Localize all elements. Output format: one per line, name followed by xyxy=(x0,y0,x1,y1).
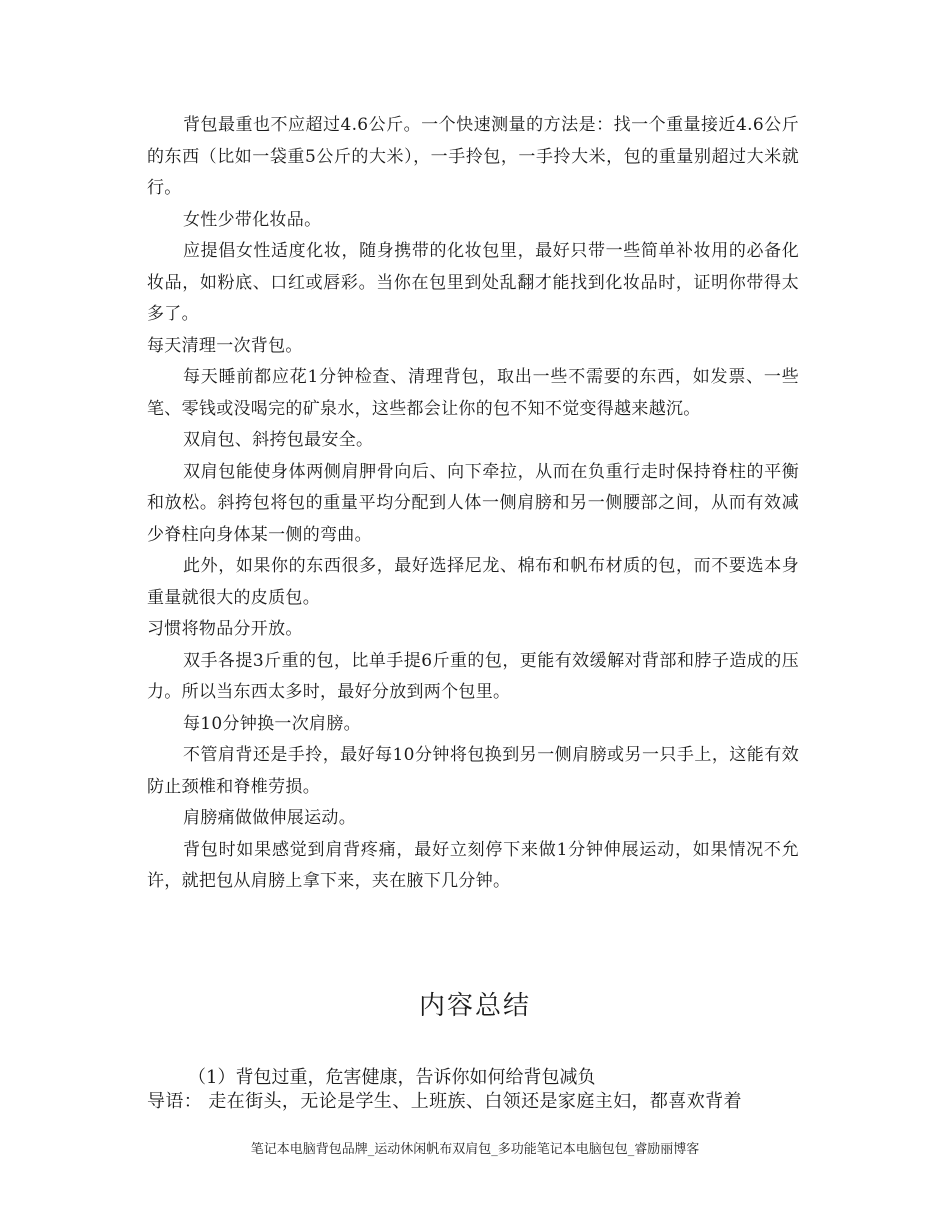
article-body xyxy=(147,110,799,898)
summary-title: 内容总结 xyxy=(418,991,531,1021)
page-footer: 笔记本电脑背包品牌_运动休闲帆布双肩包_多功能笔记本电脑包包_睿励丽博客 xyxy=(250,1142,700,1157)
section-heading: 女性少带化妆品。 xyxy=(183,209,322,230)
paragraph: 每天睡前都应花1分钟检查、清理背包，取出一些不需要的东西，如发票、一些笔、零钱或没喝完的矿泉水，这些都会让你的包不知不觉变得越来越沉。 xyxy=(147,367,799,419)
section-heading: 每10分钟换一次肩膀。 xyxy=(183,713,361,734)
paragraph: 此外，如果你的东西很多，最好选择尼龙、棉布和帆布材质的包，而不要选本身重量就很大的皮质包。 xyxy=(147,556,799,608)
section-heading: 习惯将物品分开放。 xyxy=(147,619,303,639)
summary-lead: 导语： 走在街头，无论是学生、上班族、白领还是家庭主妇，都喜欢背着 xyxy=(147,1091,742,1112)
paragraph: 双肩包能使身体两侧肩胛骨向后、向下牵拉，从而在负重行走时保持脊柱的平衡和放松。斜挎包将包的重量平均分配到人体一侧肩膀和另一侧腰部之间，从而有效减少脊柱向身体某一侧的弯曲。 xyxy=(147,461,799,545)
paragraph: 不管肩背还是手拎，最好每10分钟将包换到另一侧肩膀或另一只手上，这能有效防止颈椎和脊椎劳损。 xyxy=(147,745,799,797)
section-heading: 双肩包、斜挎包最安全。 xyxy=(183,430,374,450)
summary-item: （1）背包过重，危害健康，告诉你如何给背包减负 xyxy=(188,1067,596,1088)
paragraph: 双手各提3斤重的包，比单手提6斤重的包，更能有效缓解对背部和脖子造成的压力。所以当东西太多时，最好分放到两个包里。 xyxy=(147,650,799,702)
paragraph: 背包时如果感觉到肩背疼痛，最好立刻停下来做1分钟伸展运动，如果情况不允许，就把包从肩膀上拿下来，夹在腋下几分钟。 xyxy=(147,839,799,891)
section-heading: 肩膀痛做做伸展运动。 xyxy=(183,808,356,828)
paragraph: 应提倡女性适度化妆，随身携带的化妆包里，最好只带一些简单补妆用的必备化妆品，如粉底、口红或唇彩。当你在包里到处乱翻才能找到化妆品时，证明你带得太多了。 xyxy=(147,241,799,324)
paragraph: 背包最重也不应超过4.6公斤。一个快速测量的方法是：找一个重量接近4.6公斤的东西（比如一袋重5公斤的大米），一手拎包，一手拎大米，包的重量别超过大米就行。 xyxy=(147,115,799,198)
section-heading: 每天清理一次背包。 xyxy=(147,335,303,356)
